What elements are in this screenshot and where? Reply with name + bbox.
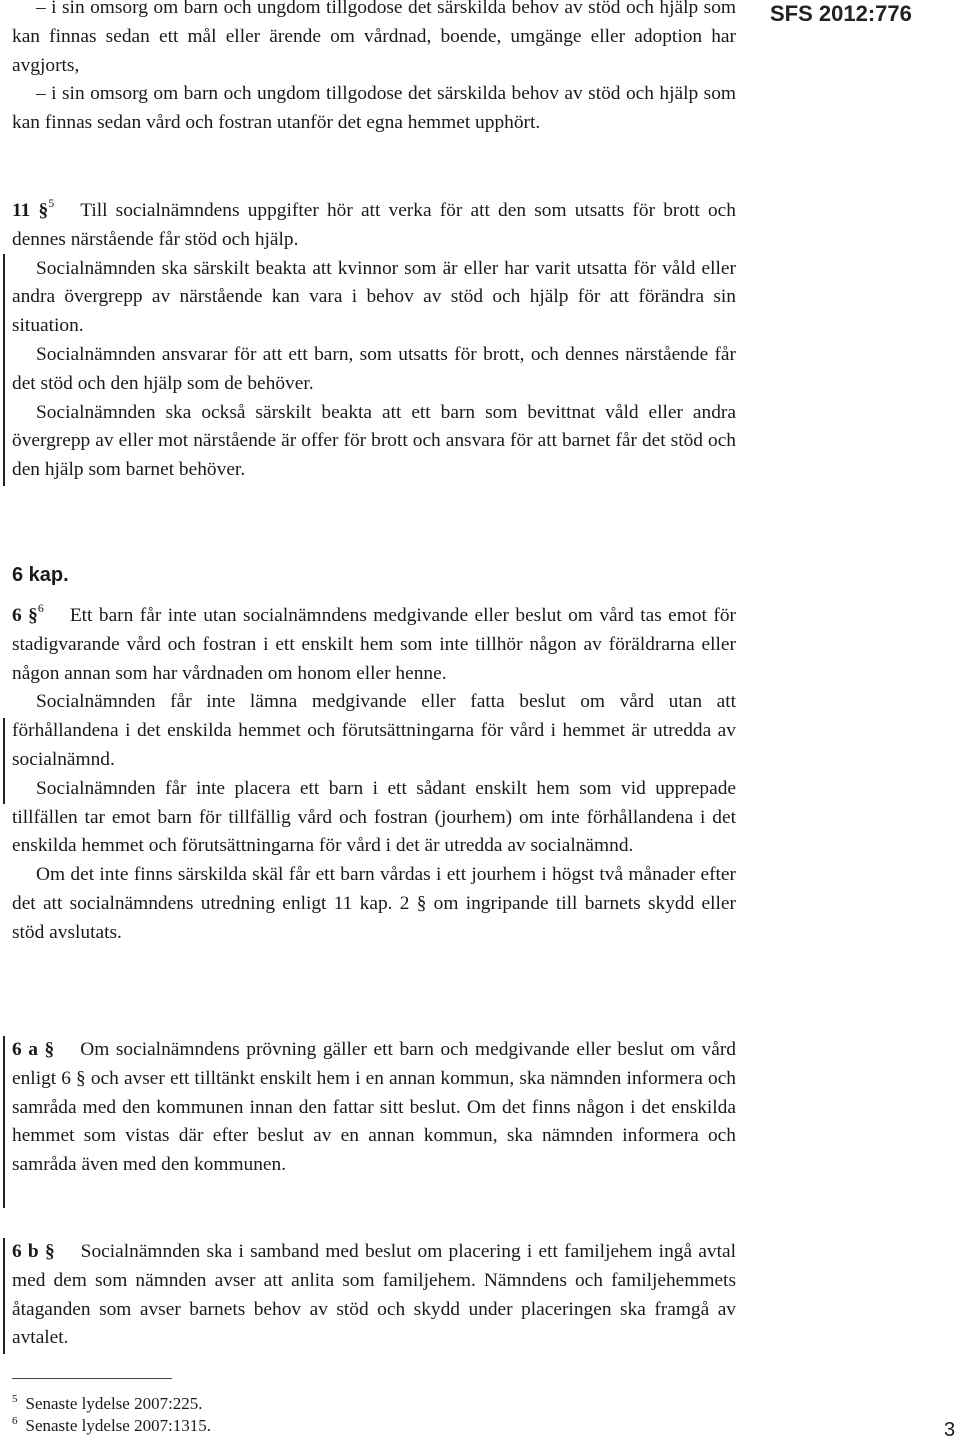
section-6-para-3: Socialnämnden får inte placera ett barn i ett sådant enskilt hem som vid upprepade tillfällen tar emot barn för tillfällig vård och fostran (jourhem) om inte förhållandena i det enskilda hemmet och förutsättningarna för vård i det är utredda av socialnämnd. — [12, 777, 736, 857]
change-bar — [3, 718, 5, 804]
section-11-para-3: Socialnämnden ansvarar för att ett barn, som utsatts för brott, och dennes närstående får det stöd och den hjälp som de behöver. — [12, 343, 736, 394]
section-6a-text-1: Om socialnämndens prövning gäller ett barn och medgivande eller beslut om vård enligt 6 § och avser ett tilltänkt enskilt hem i en annan kommun, ska nämnden informera och samråda med den kommunen innan den fattar sitt beslut. Om det finns någon i det enskilda hemmet som vistas där efter beslut av en annan kommun, ska nämnden informera och samråda även med den kommunen. — [12, 1039, 737, 1176]
list-item: – i sin omsorg om barn och ungdom tillgodose det särskilda behov av stöd och hjälp som kan finnas sedan vård och fostran utanför det egna hemmet upphört. — [12, 83, 736, 134]
section-11-para-1 — [12, 197, 736, 255]
section-6a — [12, 1036, 736, 1180]
footnote-5 — [12, 1394, 203, 1414]
footnote-6 — [12, 1416, 211, 1436]
section-6a-para-1 — [12, 1036, 736, 1180]
section-6-para-2: Socialnämnden får inte lämna medgivande eller fatta beslut om vård utan att förhållandena i det enskilda hemmet och förutsättningarna för vård i hemmet är utredda av socialnämnd. — [12, 691, 736, 770]
sfs-number: SFS 2012:776 — [770, 1, 912, 26]
change-bar — [3, 1036, 5, 1208]
list-item: – i sin omsorg om barn och ungdom tillgodose det särskilda behov av stöd och hjälp som kan finnas sedan ett mål eller ärende om vårdnad, boende, umgänge eller adoption har avgjorts, — [12, 0, 736, 76]
section-6b-text-1: Socialnämnden ska i samband med beslut om placering i ett familjehem ingå avtal med dem som nämnden avser att anlita som familjehem. Nämndens och familjehemmets åtaganden som avser barnets behov av stöd och skydd under placeringen ska framgå av avtalet. — [12, 1241, 736, 1349]
section-6b-para-1 — [12, 1238, 736, 1353]
footnote-text: Senaste lydelse 2007:1315. — [25, 1416, 212, 1435]
page-number: 3 — [944, 1419, 956, 1441]
change-bar — [3, 254, 5, 486]
footnote-divider — [12, 1378, 172, 1379]
section-11-text-1: Till socialnämndens uppgifter hör att verka för att den som utsatts för brott och dennes närstående får stöd och hjälp. — [12, 200, 736, 250]
section-6 — [12, 602, 736, 948]
section-11-para-4: Socialnämnden ska också särskilt beakta att ett barn som bevittnat våld eller andra övergrepp av eller mot närstående är offer för brott och ansvara för att barnet får det stöd och den hjälp som barnet behöver. — [12, 401, 736, 481]
section-6-para-4: Om det inte finns särskilda skäl får ett barn vårdas i ett jourhem i högst två månader efter det att socialnämndens utredning enligt 11 kap. 2 § om ingripande till barnets skydd eller stöd avslutats. — [12, 864, 736, 943]
section-11 — [12, 197, 736, 485]
section-6-text-1: Ett barn får inte utan socialnämndens medgivande eller beslut om vård tas emot för stadigvarande vård och fostran i ett enskilt hem som inte tillhör någon av föräldrarna eller någon annan som har vårdnaden om honom eller henne. — [12, 605, 736, 684]
footnote-ref-6: 6 — [37, 601, 44, 615]
section-6a-number: 6 a § — [12, 1039, 55, 1060]
section-6b-number: 6 b § — [12, 1241, 55, 1262]
chapter-heading: 6 kap. — [12, 564, 69, 586]
footnote-text: Senaste lydelse 2007:225. — [25, 1394, 203, 1413]
section-6-number: 6 § — [12, 605, 38, 626]
footnote-mark: 5 — [12, 1393, 18, 1405]
section-11-para-2: Socialnämnden ska särskilt beakta att kvinnor som är eller har varit utsatta för våld eller andra övergrepp av närstående kan vara i behov av stöd och hjälp för att förändra sin situation. — [12, 257, 736, 337]
section-6b — [12, 1238, 736, 1353]
change-bar — [3, 1238, 5, 1354]
section-11-number: 11 § — [12, 200, 49, 221]
footnote-ref-5: 5 — [48, 196, 55, 210]
intro-list — [12, 0, 736, 138]
footnote-mark: 6 — [12, 1415, 18, 1427]
section-6-para-1 — [12, 602, 736, 688]
